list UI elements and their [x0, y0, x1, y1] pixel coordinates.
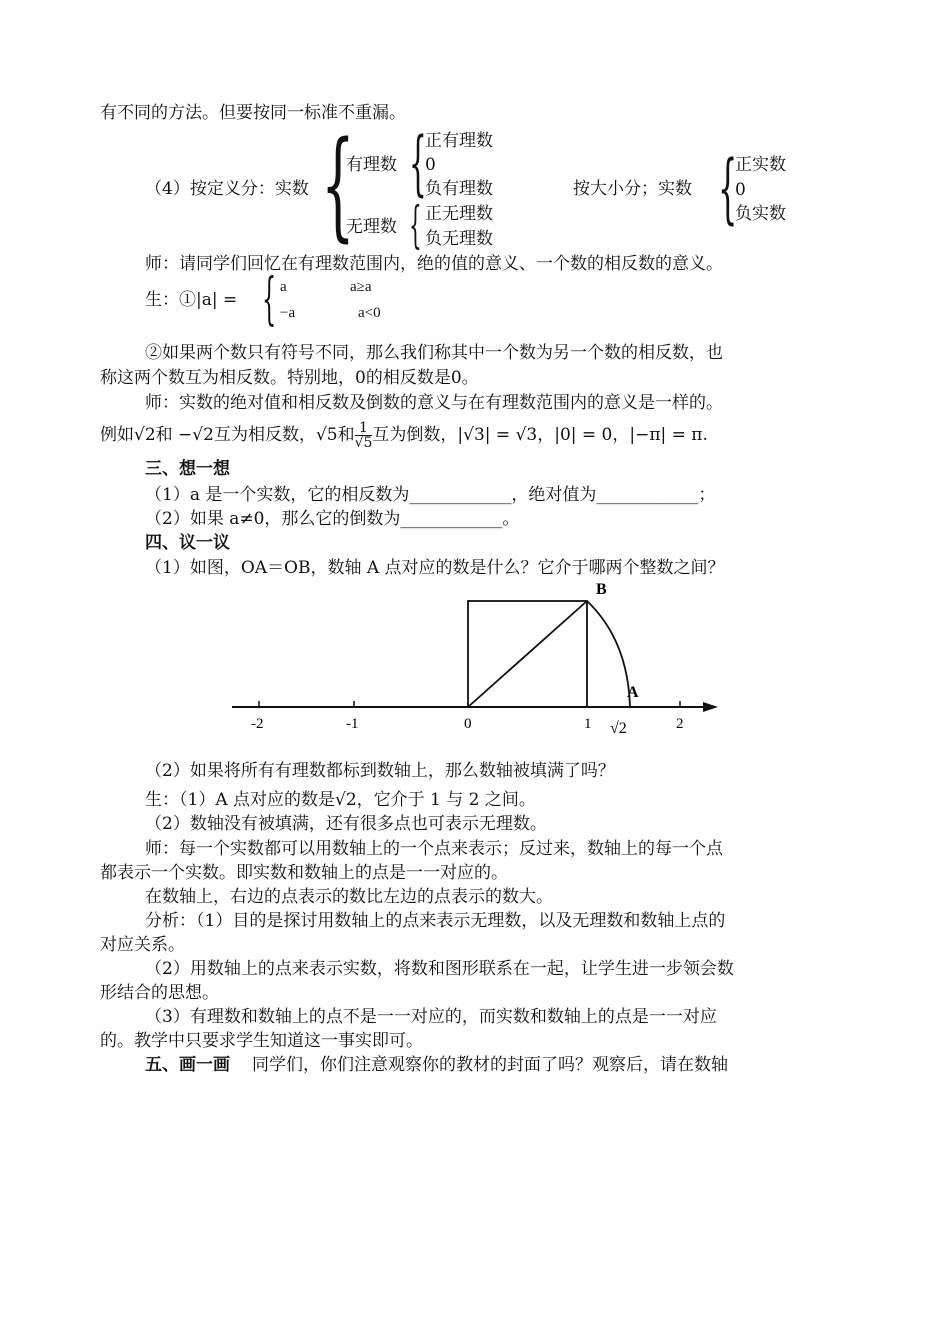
number-line-order-statement: 在数轴上，右边的点表示的数比左边的点表示的数大。 [145, 887, 553, 907]
opposite-number-def-line-2: 称这两个数互为相反数。特别地，0的相反数是0。 [100, 368, 479, 388]
classification-by-size-label: 按大小分；实数 [573, 179, 692, 199]
tick-label-0: 0 [464, 716, 472, 732]
tick-label-1: 1 [584, 716, 592, 732]
brace-real-by-size: { [718, 143, 738, 232]
point-B-label: B [596, 581, 607, 598]
discuss-question-1: （1）如图，OA＝OB，数轴 A 点对应的数是什么？它介于哪两个整数之间？ [145, 558, 725, 578]
arc-B-to-A [587, 601, 630, 707]
abs-case-1-condition: a≥a [350, 279, 372, 295]
abs-case-2-value: −a [280, 305, 296, 321]
positive-rational: 正有理数 [425, 131, 493, 151]
analysis-2-line-1: （2）用数轴上的点来表示实数，将数和图形联系在一起，让学生进一步领会数 [145, 959, 734, 979]
irrational-label: 无理数 [346, 217, 397, 237]
teacher-statement-2: 师：实数的绝对值和相反数及倒数的意义与在有理数范围内的意义是一样的。 [145, 393, 723, 413]
analysis-2-line-2: 形结合的思想。 [100, 983, 219, 1003]
brace-real-by-definition: { [321, 115, 355, 253]
negative-rational: 负有理数 [425, 179, 493, 199]
negative-real: 负实数 [735, 204, 786, 224]
student-abs-prefix: 生：①|a| = [145, 290, 238, 310]
abs-case-1-value: a [280, 279, 287, 295]
analysis-1-line-1: 分析：（1）目的是探讨用数轴上的点来表示无理数，以及无理数和数轴上点的 [145, 911, 726, 931]
teacher-question-1: 师：请同学们回忆在有理数范围内，绝的值的意义、一个数的相反数的意义。 [145, 254, 723, 274]
zero-real: 0 [735, 180, 746, 200]
tick-label-sqrt2: √2 [610, 720, 627, 737]
section-3-heading: 三、想一想 [145, 459, 230, 479]
analysis-1-line-2: 对应关系。 [100, 935, 185, 955]
abs-case-2-condition: a<0 [358, 305, 381, 321]
section-5-text: 同学们，你们注意观察你的教材的封面了吗？观察后，请在数轴 [252, 1055, 728, 1075]
discuss-question-2: （2）如果将所有有理数都标到数轴上，那么数轴被填满了吗？ [145, 761, 615, 781]
brace-irrational: { [409, 196, 422, 254]
teacher-statement-3-line-1: 师：每一个实数都可以用数轴上的一个点来表示；反过来，数轴上的每一个点 [145, 839, 723, 859]
teacher-statement-3-line-2: 都表示一个实数。即实数和数轴上的点是一一对应的。 [100, 863, 508, 883]
negative-irrational: 负无理数 [425, 229, 493, 249]
think-question-1: （1）a 是一个实数，它的相反数为____________，绝对值为____________； [145, 485, 716, 505]
section-4-heading: 四、议一议 [145, 533, 230, 553]
brace-abs-cases: { [262, 267, 277, 332]
student-answer-1: 生：（1）A 点对应的数是√2，它介于 1 与 2 之间。 [145, 790, 536, 810]
classification-by-definition-label: （4）按定义分：实数 [145, 179, 309, 199]
section-5 [145, 1054, 728, 1076]
brace-rational: { [409, 122, 427, 204]
fraction-numerator: 1 [355, 421, 373, 436]
fraction-denominator: √5 [354, 435, 373, 451]
text-line-1: 有不同的方法。但要按同一标准不重漏。 [100, 103, 406, 123]
opposite-number-def-line-1: ②如果两个数只有符号不同，那么我们称其中一个数为另一个数的相反数，也 [145, 343, 723, 363]
tick-label-minus-2: -2 [251, 716, 264, 732]
tick-label-minus-1: -1 [346, 716, 359, 732]
axis-arrow-icon [703, 702, 718, 712]
analysis-3-line-2: 的。教学中只要求学生知道这一事实即可。 [100, 1031, 423, 1051]
example-part-2: 互为倒数，|√3| = √3，|0| = 0，|−π| = π. [372, 425, 708, 445]
tick-label-2: 2 [676, 716, 684, 732]
think-question-2: （2）如果 a≠0，那么它的倒数为____________。 [145, 509, 520, 529]
section-5-heading: 五、画一画 [145, 1055, 230, 1075]
example-part-1: 例如√2和 −√2互为相反数，√5和 [100, 425, 355, 445]
positive-real: 正实数 [735, 155, 786, 175]
diagonal-OB [468, 601, 587, 707]
student-answer-2: （2）数轴没有被填满，还有很多点也可表示无理数。 [145, 814, 547, 834]
positive-irrational: 正无理数 [425, 204, 493, 224]
point-A-label: A [627, 684, 639, 701]
analysis-3-line-1: （3）有理数和数轴上的点不是一一对应的，而实数和数轴上的点是一一对应 [145, 1007, 717, 1027]
zero-rational: 0 [425, 155, 436, 175]
rational-label: 有理数 [346, 155, 397, 175]
